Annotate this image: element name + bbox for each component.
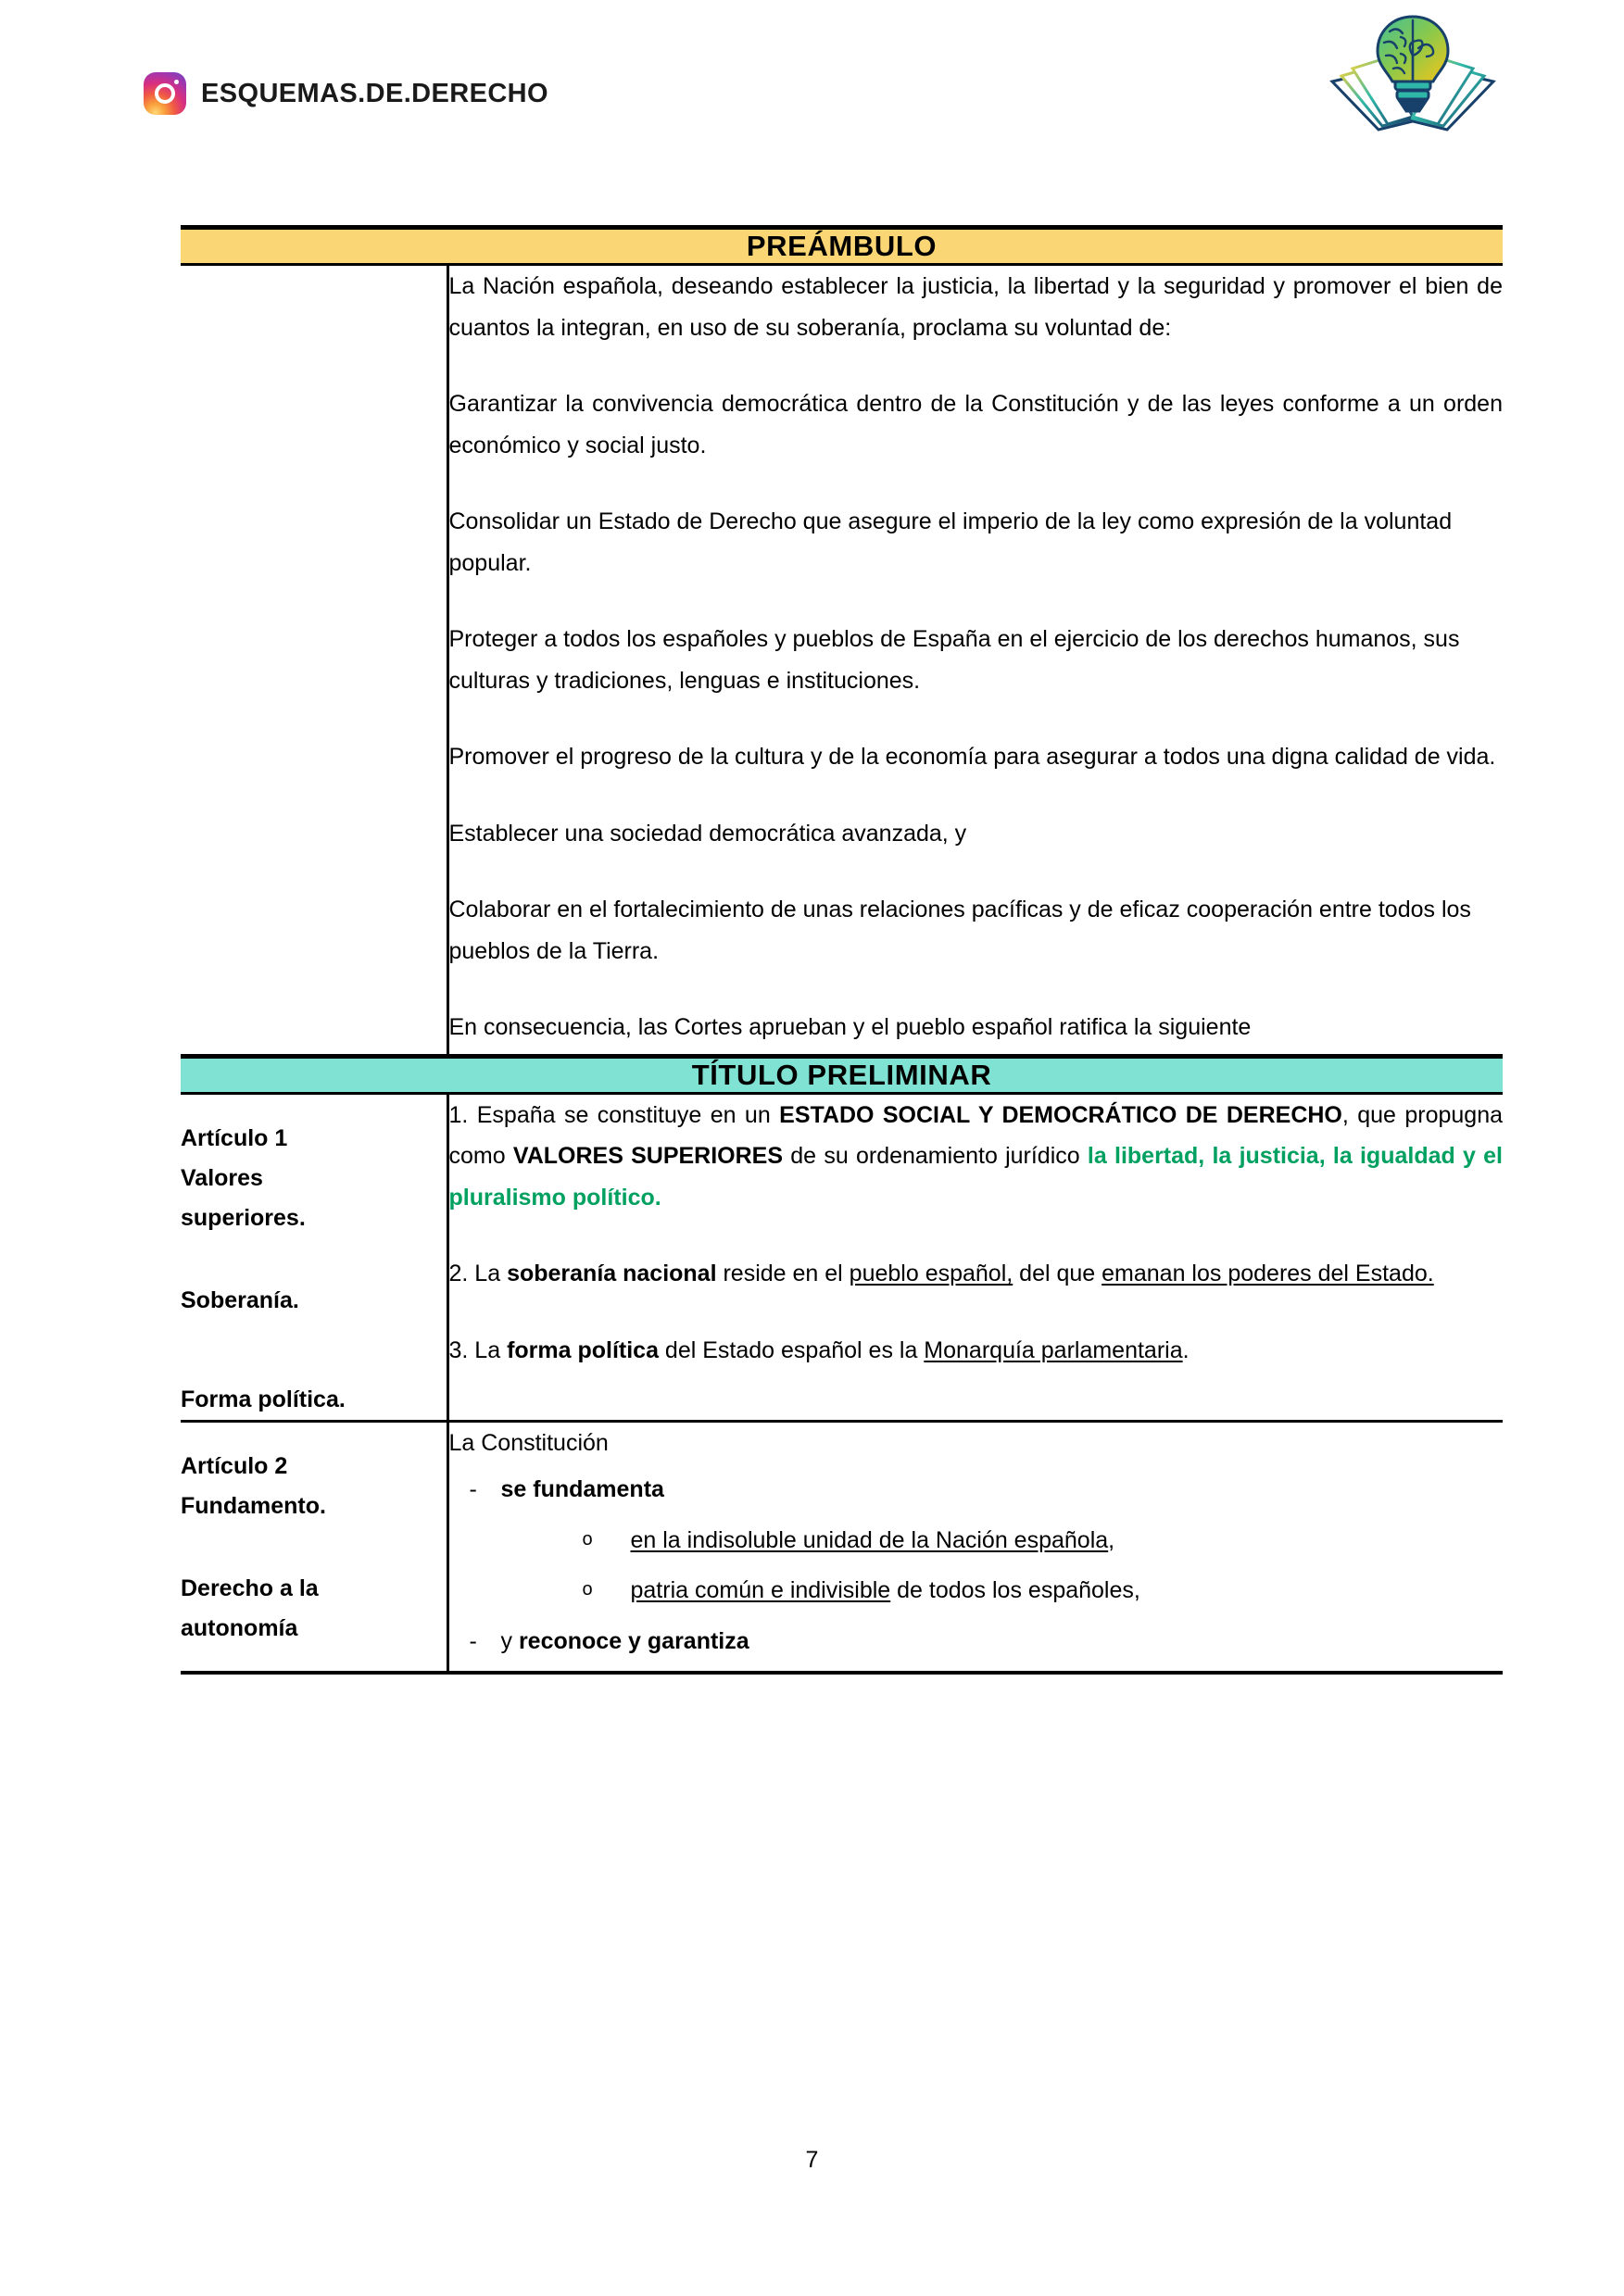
articulo-1-apartado-2-text-a: 2. La: [448, 1261, 508, 1286]
articulo-1-apartado-2: [449, 1253, 1504, 1295]
brand-block: [144, 72, 548, 115]
articulo-2-reconoce-garantiza-bold: reconoce y garantiza: [518, 1627, 749, 1654]
articulo-1-body-cell: [447, 1093, 1503, 1421]
articulo-1-apartado-2-text-c: del que: [1013, 1261, 1102, 1286]
articulo-2-fundamento-label: Fundamento.: [181, 1492, 326, 1519]
articulo-1-poderes-estado-underline: emanan los poderes del Estado.: [1102, 1261, 1434, 1286]
table-row-bottom-rule: [181, 1673, 1503, 1675]
titulo-preliminar-banner: [181, 1056, 1503, 1093]
articulo-2-patria-comun-underline: patria común e indivisible: [630, 1577, 891, 1603]
table-row-titulo-banner: [181, 1056, 1503, 1093]
articulo-1-pueblo-espanol-underline: pueblo español,: [849, 1261, 1013, 1286]
articulo-2-unidad-nacion-underline: en la indisoluble unidad de la Nación española: [630, 1526, 1109, 1553]
preamble-paragraph: Garantizar la convivencia democrática dentro de la Constitución y de las leyes conforme a un orden económico y social justo.: [448, 391, 1503, 458]
page-header: [0, 0, 1624, 176]
articulo-1-apartado-1: [449, 1095, 1504, 1219]
articulo-1-apartado-3-text-a: 3. La: [448, 1336, 508, 1363]
brain-lightbulb-book-logo: [1325, 7, 1501, 142]
articulo-1-valores-superiores-bold: VALORES SUPERIORES: [512, 1143, 784, 1169]
table-row-articulo-1: [181, 1093, 1503, 1421]
table-bottom-rule: [181, 1673, 1503, 1675]
articulo-2-bullet-list: [449, 1469, 1504, 1662]
articulo-1-subtitle-line-2: superiores.: [181, 1204, 306, 1231]
articulo-1-apartado-3: [449, 1330, 1504, 1372]
preamble-paragraph: La Nación española, deseando establecer la justicia, la libertad y la seguridad y promover el bien de cuantos la integran, en uso de su soberanía, proclama su voluntad de:: [448, 273, 1503, 341]
articulo-1-soberania-nacional-bold: soberanía nacional: [507, 1261, 717, 1286]
table-row-articulo-2: [181, 1421, 1503, 1673]
articulo-1-forma-politica-label: Forma política.: [181, 1386, 346, 1412]
titulo-preliminar-banner-title: TÍTULO PRELIMINAR: [691, 1058, 992, 1091]
articulo-1-monarquia-underline: Monarquía parlamentaria: [924, 1336, 1183, 1363]
articulo-2-bullet-item: [501, 1621, 1504, 1662]
preamble-banner-title: PREÁMBULO: [746, 230, 938, 262]
articulo-2-title: Artículo 2: [181, 1452, 288, 1479]
articulo-2-body-cell: [447, 1421, 1503, 1673]
table-row-preamble-banner: [181, 228, 1503, 265]
articulo-1-apartado-1-text-b: , que propugna como: [448, 1101, 1504, 1169]
articulo-2-bullet-item: - se fundamenta: [501, 1469, 1504, 1511]
instagram-icon: [144, 72, 186, 115]
articulo-2-autonomia-label-line-2: autonomía: [181, 1614, 298, 1641]
preamble-body-cell: [447, 265, 1503, 1057]
articulo-1-label-cell: [181, 1093, 447, 1421]
articulo-1-apartado-3-text-b: del Estado español es la: [658, 1336, 925, 1363]
articulo-2-label-cell: [181, 1421, 447, 1673]
brand-handle: ESQUEMAS.DE.DERECHO: [201, 78, 548, 108]
articulo-1-apartado-1-text-a: 1. España se constituye en un: [448, 1101, 780, 1128]
preamble-label-cell: [181, 265, 447, 1057]
articulo-2-sub-1-tail: ,: [1108, 1526, 1115, 1553]
articulo-2-bullet-2-prefix: y: [500, 1627, 519, 1654]
table-row-preamble-body: [181, 265, 1503, 1057]
articulo-2-intro: La Constitución: [448, 1429, 609, 1456]
articulo-1-apartado-3-text-c: .: [1182, 1336, 1190, 1363]
preamble-paragraph: Establecer una sociedad democrática avanzada, y: [448, 820, 967, 847]
articulo-2-sub-2-tail: de todos los españoles,: [890, 1577, 1140, 1603]
articulo-2-sub-bullet-list: [501, 1520, 1504, 1612]
preamble-paragraph: Colaborar en el fortalecimiento de unas relaciones pacíficas y de eficaz cooperación entre todos los pueblos de la Tierra.: [448, 897, 1471, 964]
articulo-2-sub-bullet-item: [631, 1520, 1504, 1562]
preamble-paragraph: Proteger a todos los españoles y pueblos de España en el ejercicio de los derechos humanos, sus culturas y tradiciones, lenguas e instituciones.: [448, 626, 1460, 694]
articulo-1-apartado-1-text-c: de su ordenamiento jurídico: [783, 1143, 1088, 1169]
page-number: 7: [805, 2147, 819, 2173]
articulo-1-forma-politica-bold: forma política: [507, 1336, 659, 1363]
articulo-1-title: Artículo 1: [181, 1124, 288, 1151]
preamble-paragraph: En consecuencia, las Cortes aprueban y el pueblo español ratifica la siguiente: [448, 1014, 1252, 1040]
constitution-table: [181, 225, 1503, 1675]
preamble-paragraph: Promover el progreso de la cultura y de la economía para asegurar a todos una digna calidad de vida.: [448, 744, 1496, 770]
articulo-1-apartado-2-text-b: reside en el: [716, 1261, 850, 1286]
articulo-1-valores-highlight: la libertad, la justicia, la igualdad y el pluralismo político.: [448, 1143, 1503, 1211]
articulo-1-soberania-label: Soberanía.: [181, 1286, 299, 1313]
preamble-banner: [181, 228, 1503, 265]
articulo-2-autonomia-label-line-1: Derecho a la: [181, 1575, 319, 1601]
articulo-2-sub-bullet-item: [631, 1570, 1504, 1612]
preamble-paragraph: Consolidar un Estado de Derecho que asegure el imperio de la ley como expresión de la voluntad popular.: [448, 508, 1453, 576]
articulo-1-subtitle-line-1: Valores: [181, 1164, 263, 1191]
articulo-1-estado-social-bold: ESTADO SOCIAL Y DEMOCRÁTICO DE DERECHO: [779, 1101, 1342, 1128]
